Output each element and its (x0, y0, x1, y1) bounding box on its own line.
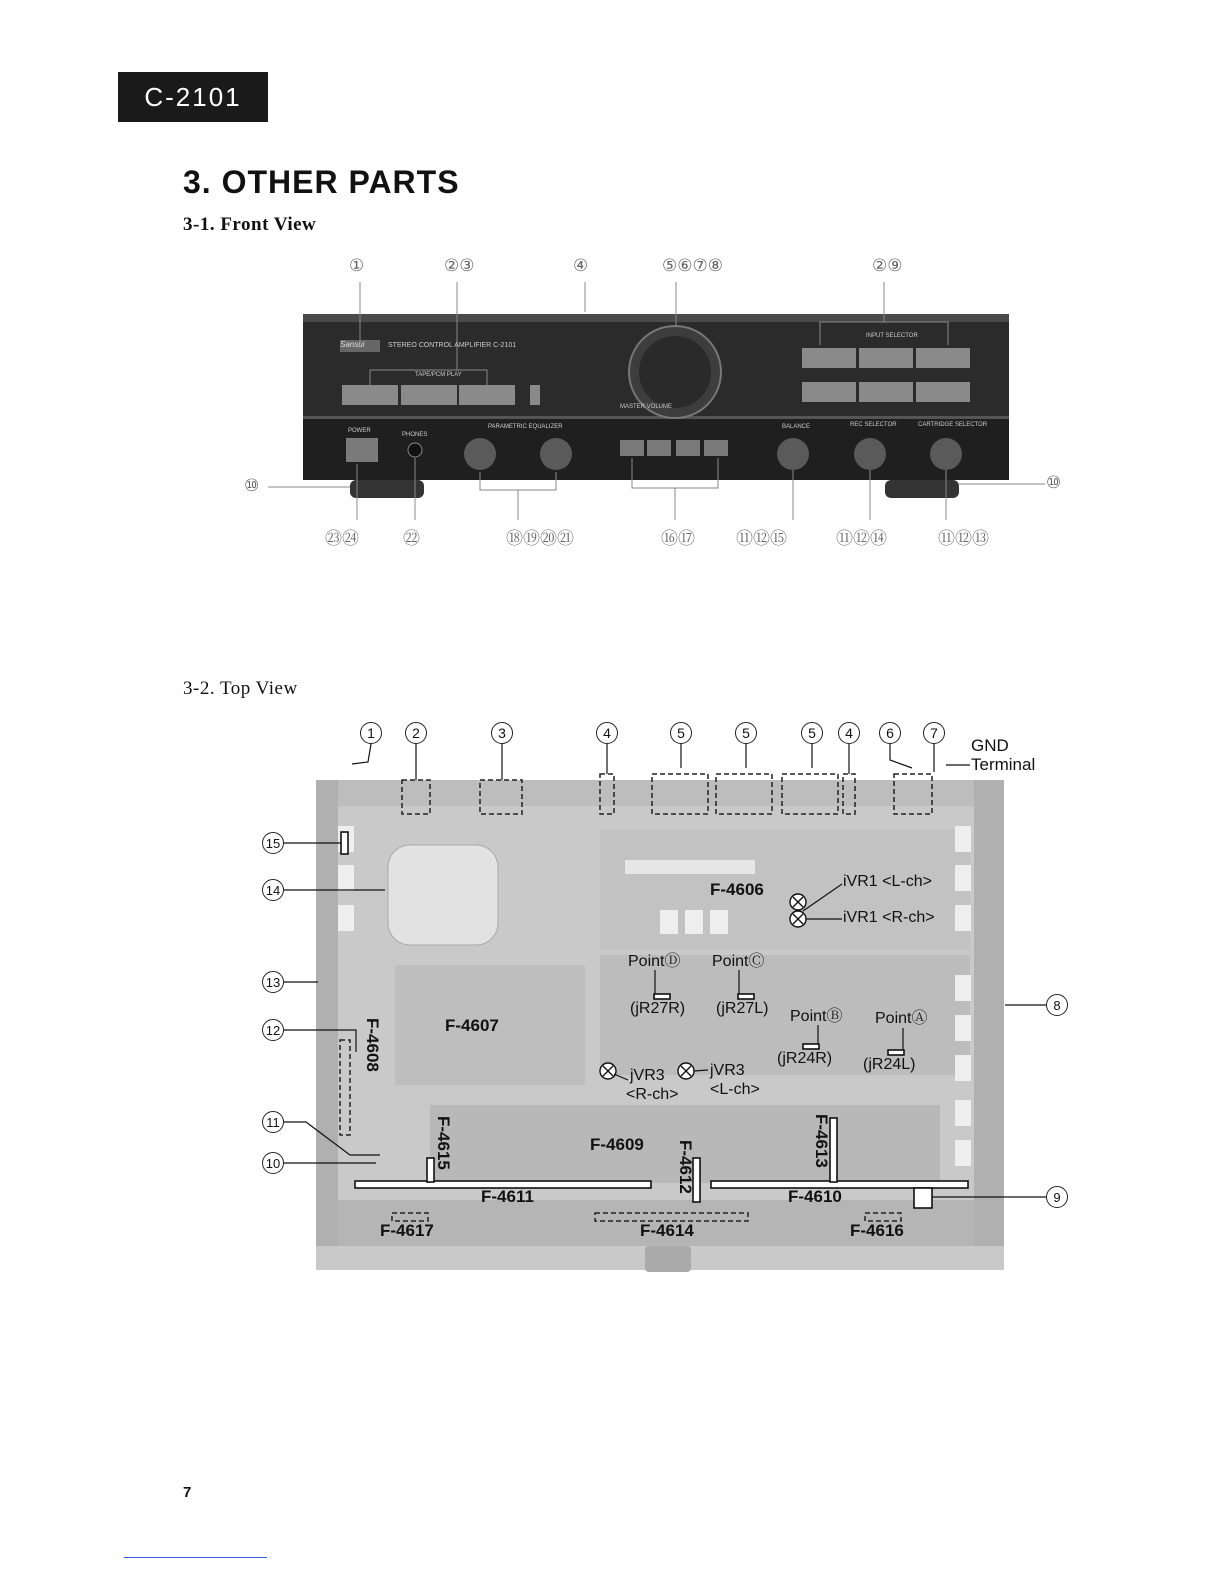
left-callout-12: 12 (262, 1019, 284, 1041)
point-b-label: PointⒷ (790, 1008, 843, 1025)
front-phones-label: PHONES (402, 432, 428, 438)
front-callout-10-right: ⑩ (1046, 473, 1062, 493)
front-callout-1: ① (349, 256, 365, 276)
front-callout-11-12-14: ⑪⑫⑭ (836, 529, 887, 549)
front-callout-10-left: ⑩ (244, 476, 260, 496)
terminal-label: Terminal (971, 755, 1036, 774)
board-f4612: F-4612 (676, 1140, 695, 1194)
board-f4615: F-4615 (434, 1116, 453, 1170)
left-callout-14: 14 (262, 879, 284, 901)
jr27r-label: (jR27R) (630, 1000, 686, 1017)
front-callout-11-12-15: ⑪⑫⑮ (736, 529, 787, 549)
right-callout-8: 8 (1046, 994, 1068, 1016)
point-d-label: PointⒹ (628, 953, 681, 970)
top-callout-4b: 4 (838, 722, 860, 744)
jvr3-l-label: jVR3 (710, 1062, 745, 1079)
board-f4613: F-4613 (812, 1114, 831, 1168)
top-callout-7: 7 (923, 722, 945, 744)
front-callout-11-12-13: ⑪⑫⑬ (938, 529, 989, 549)
front-callout-22: ㉒ (403, 529, 420, 549)
point-a-label: PointⒶ (875, 1010, 928, 1027)
front-callout-2-3: ②③ (444, 256, 475, 276)
left-callout-11: 11 (262, 1111, 284, 1133)
front-balance-label: BALANCE (782, 424, 811, 430)
front-callout-16-17: ⑯⑰ (661, 529, 695, 549)
front-input-selector-label: INPUT SELECTOR (866, 333, 918, 339)
front-rec-selector-label: REC SELECTOR (850, 422, 897, 428)
front-volume-label: MASTER VOLUME (620, 404, 673, 410)
jr24r-label: (jR24R) (777, 1050, 833, 1067)
top-callout-2: 2 (405, 722, 427, 744)
model-tag: C-2101 (118, 72, 268, 122)
jvr3-r-channel: <R-ch> (626, 1086, 679, 1103)
board-f4616: F-4616 (850, 1221, 904, 1240)
left-callout-10: 10 (262, 1152, 284, 1174)
board-f4608: F-4608 (363, 1018, 382, 1072)
top-callout-3: 3 (491, 722, 513, 744)
front-brand: Sansui (340, 340, 365, 349)
front-callout-4: ④ (573, 256, 589, 276)
jvr3-l-channel: <L-ch> (710, 1081, 760, 1098)
front-view-heading: 3-1. Front View (183, 214, 317, 235)
jvr3-r-label: jVR3 (630, 1067, 665, 1084)
jr27l-label: (jR27L) (716, 1000, 769, 1017)
board-f4606: F-4606 (710, 880, 764, 899)
board-f4609: F-4609 (590, 1135, 644, 1154)
front-callout-2-9: ②⑨ (872, 256, 903, 276)
jr24l-label: (jR24L) (863, 1056, 916, 1073)
board-f4610: F-4610 (788, 1187, 842, 1206)
left-callout-13: 13 (262, 971, 284, 993)
front-power-label: POWER (348, 428, 371, 434)
ivr1-r-label: iVR1 <R-ch> (843, 909, 935, 926)
point-c-label: PointⒸ (712, 953, 765, 970)
front-callout-23-24: ㉓㉔ (325, 529, 359, 549)
top-callout-5a: 5 (670, 722, 692, 744)
top-callout-5b: 5 (735, 722, 757, 744)
ivr1-l-label: iVR1 <L-ch> (843, 873, 932, 890)
front-model-text: STEREO CONTROL AMPLIFIER C-2101 (388, 342, 517, 349)
front-callout-18-21: ⑱⑲⑳㉑ (506, 529, 574, 549)
front-cartridge-label: CARTRIDGE SELECTOR (918, 422, 988, 428)
right-callout-9: 9 (1046, 1186, 1068, 1208)
top-callout-5c: 5 (801, 722, 823, 744)
front-tape-label: TAPE/PCM PLAY (415, 372, 462, 378)
top-callout-6: 6 (879, 722, 901, 744)
board-f4617: F-4617 (380, 1221, 434, 1240)
gnd-label: GND (971, 736, 1009, 755)
front-callout-5-8: ⑤⑥⑦⑧ (662, 256, 723, 276)
section-title: 3. OTHER PARTS (183, 164, 460, 200)
left-callout-15: 15 (262, 832, 284, 854)
front-eq-label: PARAMETRIC EQUALIZER (488, 424, 563, 430)
top-callout-4a: 4 (596, 722, 618, 744)
top-callout-1: 1 (360, 722, 382, 744)
board-f4607: F-4607 (445, 1016, 499, 1035)
top-view-heading: 3-2. Top View (183, 678, 298, 699)
footer-rule (124, 1557, 267, 1558)
page-number: 7 (183, 1484, 192, 1501)
board-f4614: F-4614 (640, 1221, 694, 1240)
board-f4611: F-4611 (481, 1187, 534, 1206)
